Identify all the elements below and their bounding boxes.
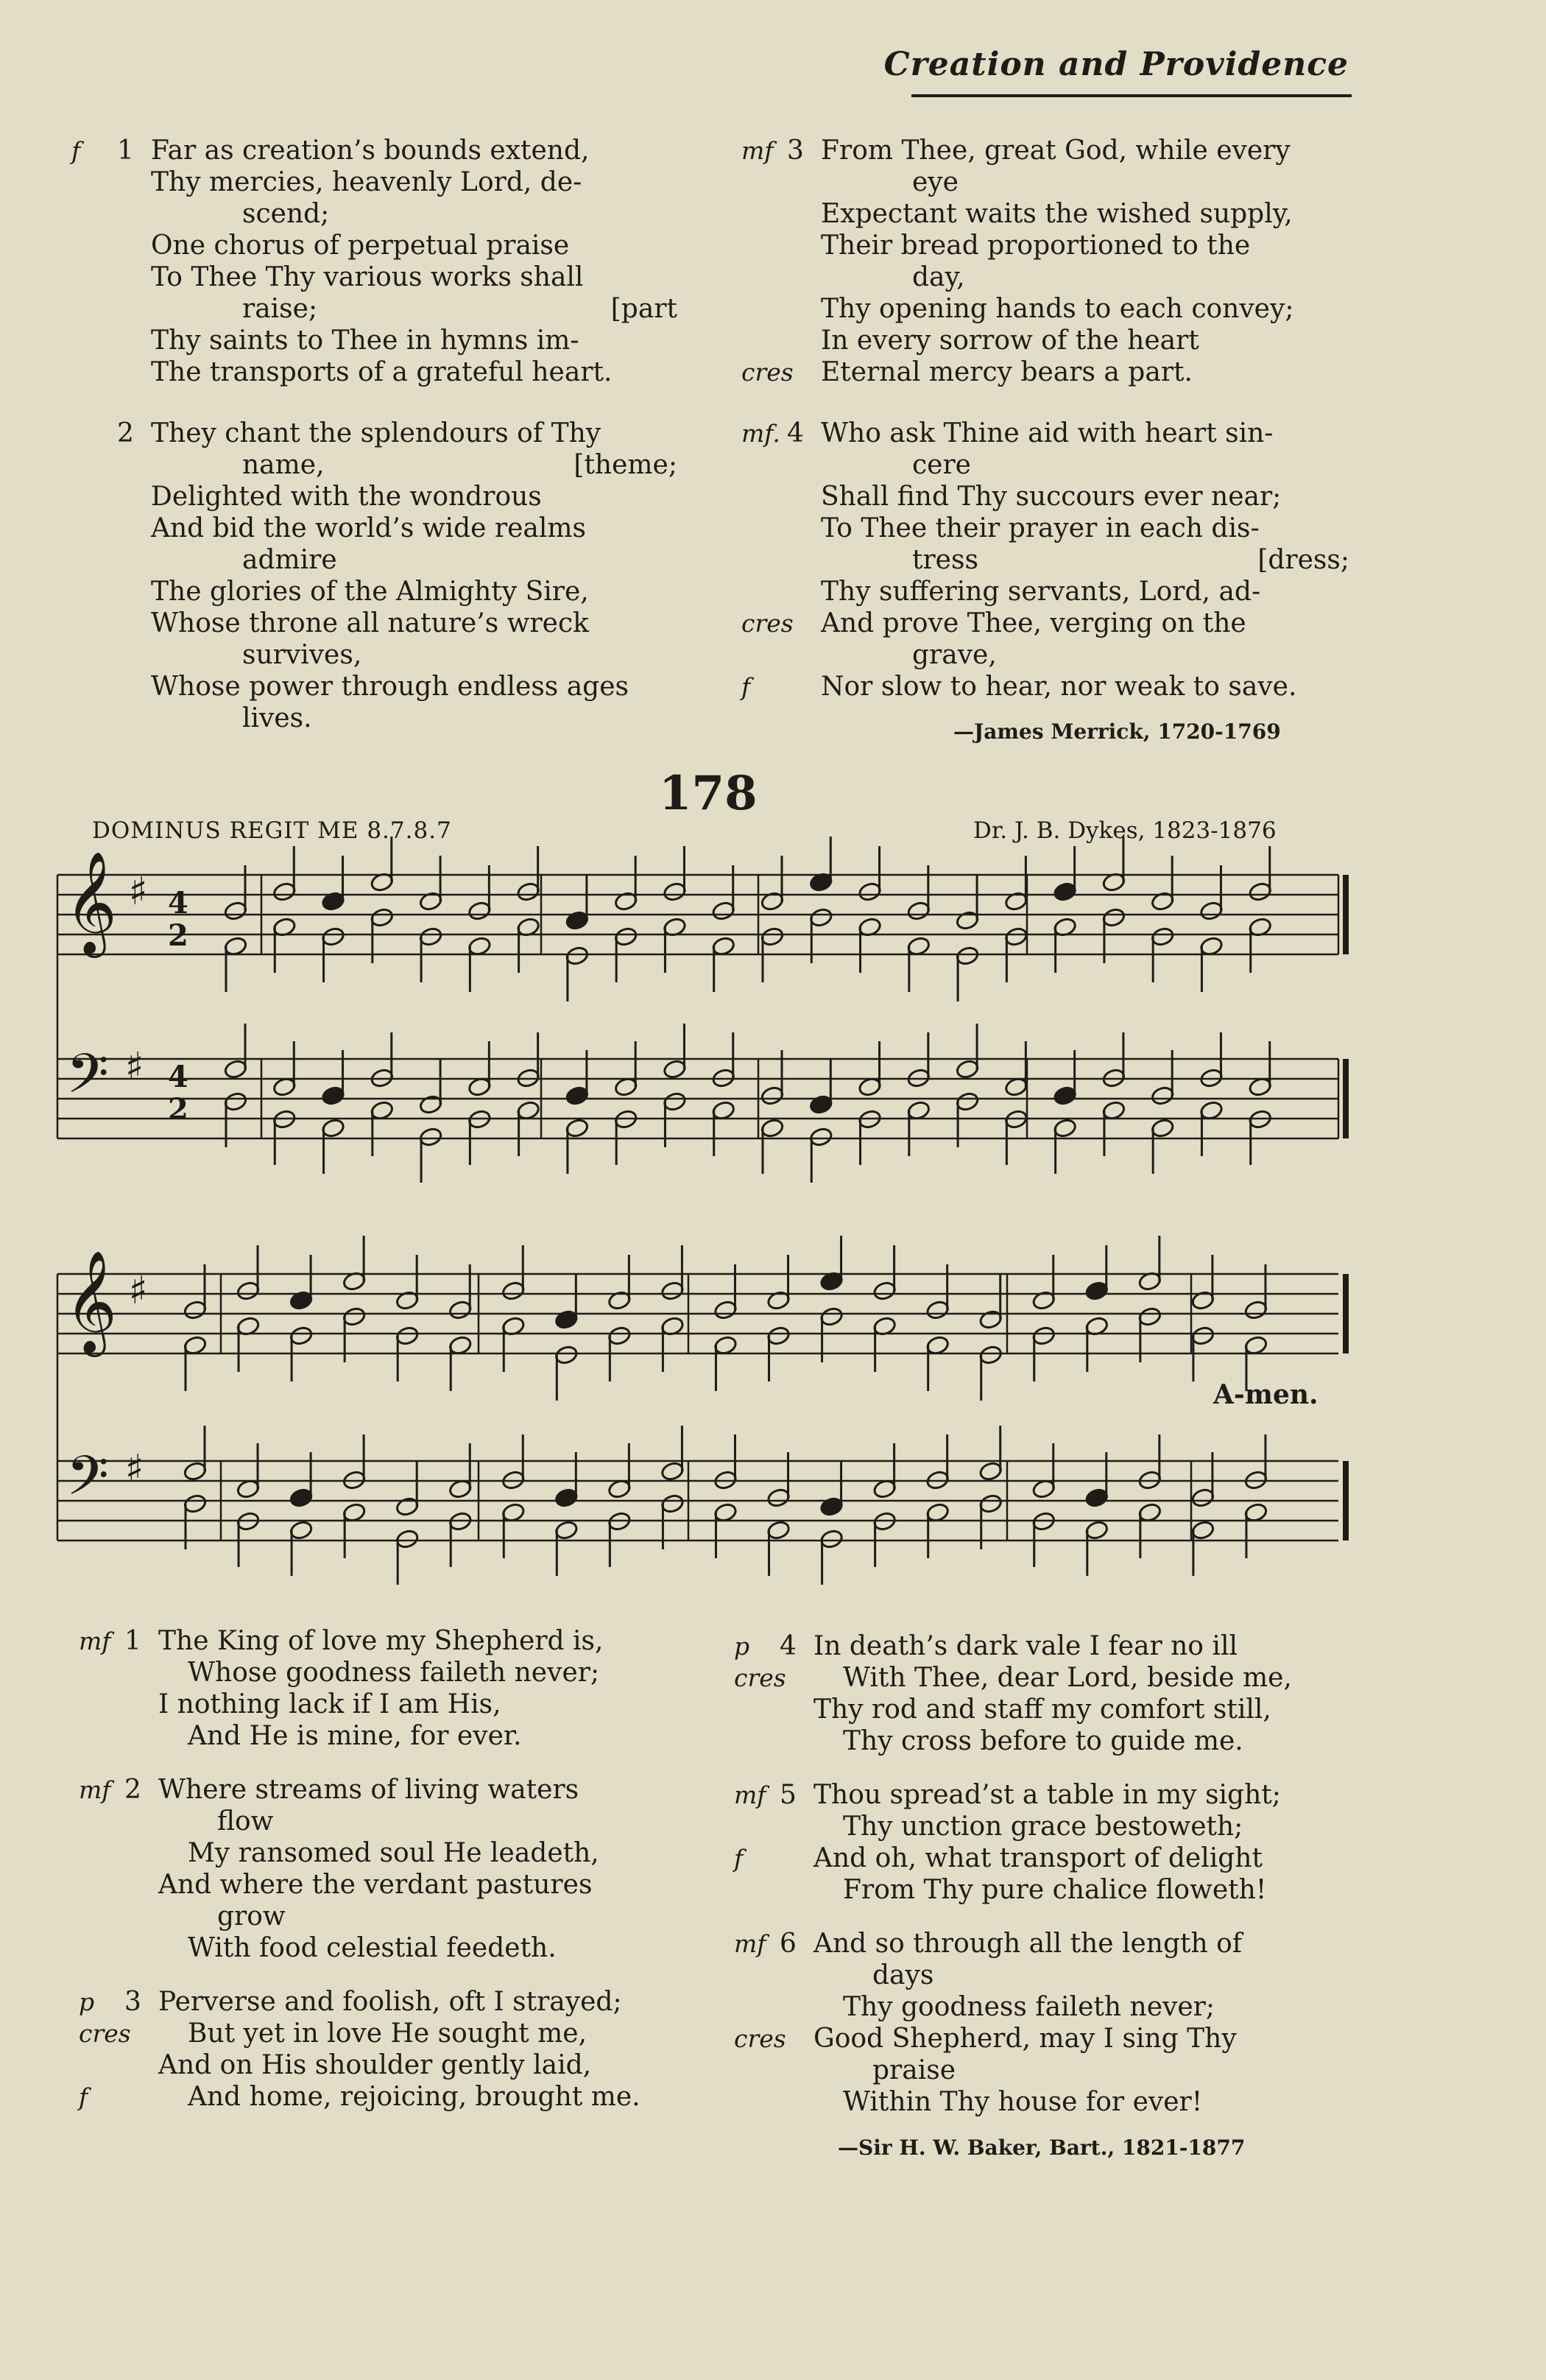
- verse-text: They chant the splendours of Thy: [151, 418, 601, 448]
- dynamic-marking: f: [741, 672, 751, 701]
- verse-line: [158, 1720, 685, 1752]
- verse-text: In every sorrow of the heart: [821, 325, 1199, 356]
- verse-text: My ransomed soul He leadeth,: [188, 1838, 599, 1868]
- verse-text: The glories of the Almighty Sire,: [151, 577, 589, 607]
- verse-number: 4: [787, 418, 804, 448]
- verse-text: One chorus of perpetual praise: [151, 230, 570, 261]
- verse-text: praise: [872, 2055, 956, 2085]
- verse-text: And so through all the length of: [813, 1929, 1243, 1959]
- verse-text: Thy suffering servants, Lord, ad-: [821, 577, 1261, 607]
- verse-carryover: [part: [610, 294, 677, 324]
- verse-line: [734, 1630, 1340, 1662]
- verse-text: Far as creation’s bounds extend,: [151, 135, 590, 166]
- verse-number: 4: [780, 1631, 797, 1661]
- verse-text: To Thee their prayer in each dis-: [821, 513, 1260, 543]
- verse-number: 5: [780, 1780, 797, 1810]
- verse-text: Whose power through endless ages: [151, 672, 629, 702]
- stanza: [734, 1779, 1340, 1906]
- verse-text: From Thy pure chalice floweth!: [843, 1875, 1267, 1905]
- verse-text: The King of love my Shepherd is,: [158, 1626, 604, 1656]
- verse-text: admire: [242, 545, 337, 575]
- dynamic-marking: mf: [79, 1775, 111, 1804]
- verse-line: [813, 2086, 1340, 2118]
- verse-text: Where streams of living waters: [158, 1775, 579, 1805]
- sharp-icon: ♯: [125, 1447, 144, 1491]
- hymn178-left-column: [79, 1625, 685, 2114]
- verse-number: 3: [787, 135, 804, 166]
- verse-line: [158, 1806, 685, 1837]
- verse-number: 1: [124, 1626, 141, 1656]
- verse-number: 6: [780, 1929, 797, 1959]
- verse-text: day,: [912, 262, 965, 292]
- verse-carryover: [theme;: [573, 450, 677, 480]
- verse-text: And He is mine, for ever.: [188, 1721, 522, 1751]
- verse-text: Delighted with the wondrous: [151, 482, 542, 512]
- dynamic-marking: f: [79, 2082, 88, 2111]
- hymn177-attribution: —James Merrick, 1720-1769: [953, 719, 1281, 744]
- verse-text: Thy opening hands to each convey;: [821, 294, 1294, 324]
- verse-line: [813, 1811, 1340, 1842]
- verse-text: Thy rod and staff my comfort still,: [813, 1694, 1271, 1725]
- dynamic-marking: cres: [741, 609, 794, 638]
- dynamic-marking: mf: [741, 136, 774, 165]
- verse-text: Thy mercies, heavenly Lord, de-: [151, 167, 582, 197]
- stanza: [79, 1986, 685, 2113]
- verse-line: [158, 1837, 685, 1869]
- time-signature: 4: [168, 886, 188, 920]
- time-signature: 2: [168, 1092, 188, 1127]
- dynamic-marking: cres: [734, 1663, 786, 1692]
- verse-text: The transports of a grateful heart.: [151, 357, 613, 387]
- verse-line: [813, 1960, 1340, 1991]
- stanza: [734, 1630, 1340, 1757]
- dynamic-marking: cres: [79, 2019, 131, 2048]
- sharp-icon: ♯: [129, 1269, 148, 1313]
- verse-text: Thou spread’st a table in my sight;: [813, 1780, 1281, 1810]
- verse-line: [158, 1869, 685, 1901]
- dynamic-marking: cres: [741, 358, 794, 387]
- verse-text: grow: [217, 1901, 286, 1932]
- stanza: [734, 1928, 1340, 2118]
- verse-text: Whose goodness faileth never;: [188, 1658, 600, 1688]
- dynamic-marking: mf: [734, 1781, 766, 1809]
- verse-text: Good Shepherd, may I sing Thy: [813, 2024, 1237, 2054]
- verse-line: [158, 2049, 685, 2081]
- verse-text: And prove Thee, verging on the: [821, 608, 1246, 638]
- verse-line: [79, 2081, 685, 2113]
- verse-text: From Thee, great God, while every: [821, 135, 1291, 166]
- verse-number: 2: [124, 1775, 141, 1805]
- verse-text: Thy saints to Thee in hymns im-: [151, 325, 579, 356]
- verse-text: And on His shoulder gently laid,: [158, 2050, 592, 2080]
- treble-clef-icon: 𝄞: [65, 1250, 117, 1353]
- verse-line: [734, 1928, 1340, 1960]
- dynamic-marking: mf.: [741, 419, 780, 448]
- verse-line: [158, 1657, 685, 1689]
- verse-text: Nor slow to hear, nor weak to save.: [821, 672, 1297, 702]
- verse-text: In death’s dark vale I fear no ill: [813, 1631, 1238, 1661]
- verse-number: 1: [117, 135, 134, 166]
- verse-text: survives,: [242, 640, 362, 670]
- verse-line: [813, 1694, 1340, 1725]
- verse-text: With food celestial feedeth.: [188, 1933, 557, 1963]
- sharp-icon: ♯: [129, 870, 148, 914]
- verse-text: But yet in love He sought me,: [188, 2018, 587, 2049]
- hymn178-attribution: —Sir H. W. Baker, Bart., 1821-1877: [838, 2136, 1246, 2160]
- verse-text: Whose throne all nature’s wreck: [151, 608, 589, 638]
- verse-line: [813, 1725, 1340, 1757]
- verse-text: name,: [242, 450, 325, 480]
- dynamic-marking: f: [734, 1844, 744, 1873]
- dynamic-marking: mf: [734, 1929, 766, 1958]
- verse-text: Their bread proportioned to the: [821, 230, 1251, 261]
- verse-text: Thy unction grace bestoweth;: [843, 1812, 1243, 1842]
- verse-text: grave,: [912, 640, 997, 670]
- verse-text: And bid the world’s wide realms: [151, 513, 586, 543]
- composer: Dr. J. B. Dykes, 1823-1876: [973, 817, 1277, 844]
- verse-text: Within Thy house for ever!: [843, 2087, 1203, 2117]
- stanza: [79, 1625, 685, 1752]
- verse-text: Perverse and foolish, oft I strayed;: [158, 1987, 622, 2017]
- verse-line: [813, 1874, 1340, 1906]
- dynamic-marking: mf: [79, 1627, 111, 1655]
- amen-text: A-men.: [1213, 1379, 1319, 1410]
- verse-text: lives.: [242, 703, 312, 733]
- sharp-icon: ♯: [125, 1045, 144, 1089]
- verse-line: [734, 1842, 1340, 1874]
- verse-text: Thy cross before to guide me.: [843, 1726, 1243, 1756]
- verse-line: [734, 1779, 1340, 1811]
- verse-line: [158, 1901, 685, 1932]
- verse-text: raise;: [242, 294, 318, 324]
- verse-line: [79, 1774, 685, 1806]
- bass-clef-icon: 𝄢: [66, 1444, 109, 1521]
- verse-text: And where the verdant pastures: [158, 1870, 593, 1900]
- verse-text: To Thee Thy various works shall: [151, 262, 584, 292]
- verse-line: [813, 1991, 1340, 2023]
- verse-line: [158, 1689, 685, 1720]
- verse-text: Thy goodness faileth never;: [843, 1992, 1215, 2022]
- dynamic-marking: f: [71, 136, 81, 165]
- section-header: Creation and Providence: [883, 46, 1349, 83]
- verse-text: I nothing lack if I am His,: [158, 1689, 501, 1719]
- verse-text: And oh, what transport of delight: [813, 1843, 1263, 1873]
- time-signature: 4: [168, 1060, 188, 1094]
- verse-text: Shall find Thy succours ever near;: [821, 482, 1282, 512]
- verse-text: days: [872, 1960, 934, 1990]
- verse-text: Eternal mercy bears a part.: [821, 357, 1193, 387]
- verse-text: flow: [217, 1806, 274, 1837]
- verse-line: [734, 1662, 1340, 1694]
- verse-text: And home, rejoicing, brought me.: [188, 2082, 640, 2112]
- verse-text: Who ask Thine aid with heart sin-: [821, 418, 1274, 448]
- verse-carryover: [dress;: [1257, 545, 1349, 575]
- stanza: [79, 1774, 685, 1964]
- verse-text: scend;: [242, 199, 330, 229]
- treble-clef-icon: 𝄞: [65, 851, 117, 954]
- hymn-number: 178: [659, 766, 758, 821]
- verse-text: cere: [912, 450, 971, 480]
- hymn178-right-column: [734, 1630, 1340, 2119]
- verse-line: [734, 2023, 1340, 2055]
- bass-clef-icon: 𝄢: [66, 1042, 109, 1119]
- verse-line: [79, 2018, 685, 2049]
- verse-number: 2: [117, 418, 134, 448]
- dynamic-marking: p: [79, 1988, 95, 2016]
- verse-line: [158, 1932, 685, 1964]
- tune-name: DOMINUS REGIT ME 8.7.8.7: [92, 817, 452, 844]
- verse-number: 3: [124, 1987, 141, 2017]
- verse-text: Expectant waits the wished supply,: [821, 199, 1293, 229]
- verse-text: eye: [912, 167, 959, 197]
- dynamic-marking: p: [734, 1632, 750, 1661]
- verse-line: [79, 1625, 685, 1657]
- verse-text: tress: [912, 545, 978, 575]
- time-signature: 2: [168, 918, 188, 953]
- dynamic-marking: cres: [734, 2024, 786, 2053]
- verse-line: [79, 1986, 685, 2018]
- verse-text: With Thee, dear Lord, beside me,: [843, 1663, 1292, 1693]
- verse-line: [813, 2055, 1340, 2086]
